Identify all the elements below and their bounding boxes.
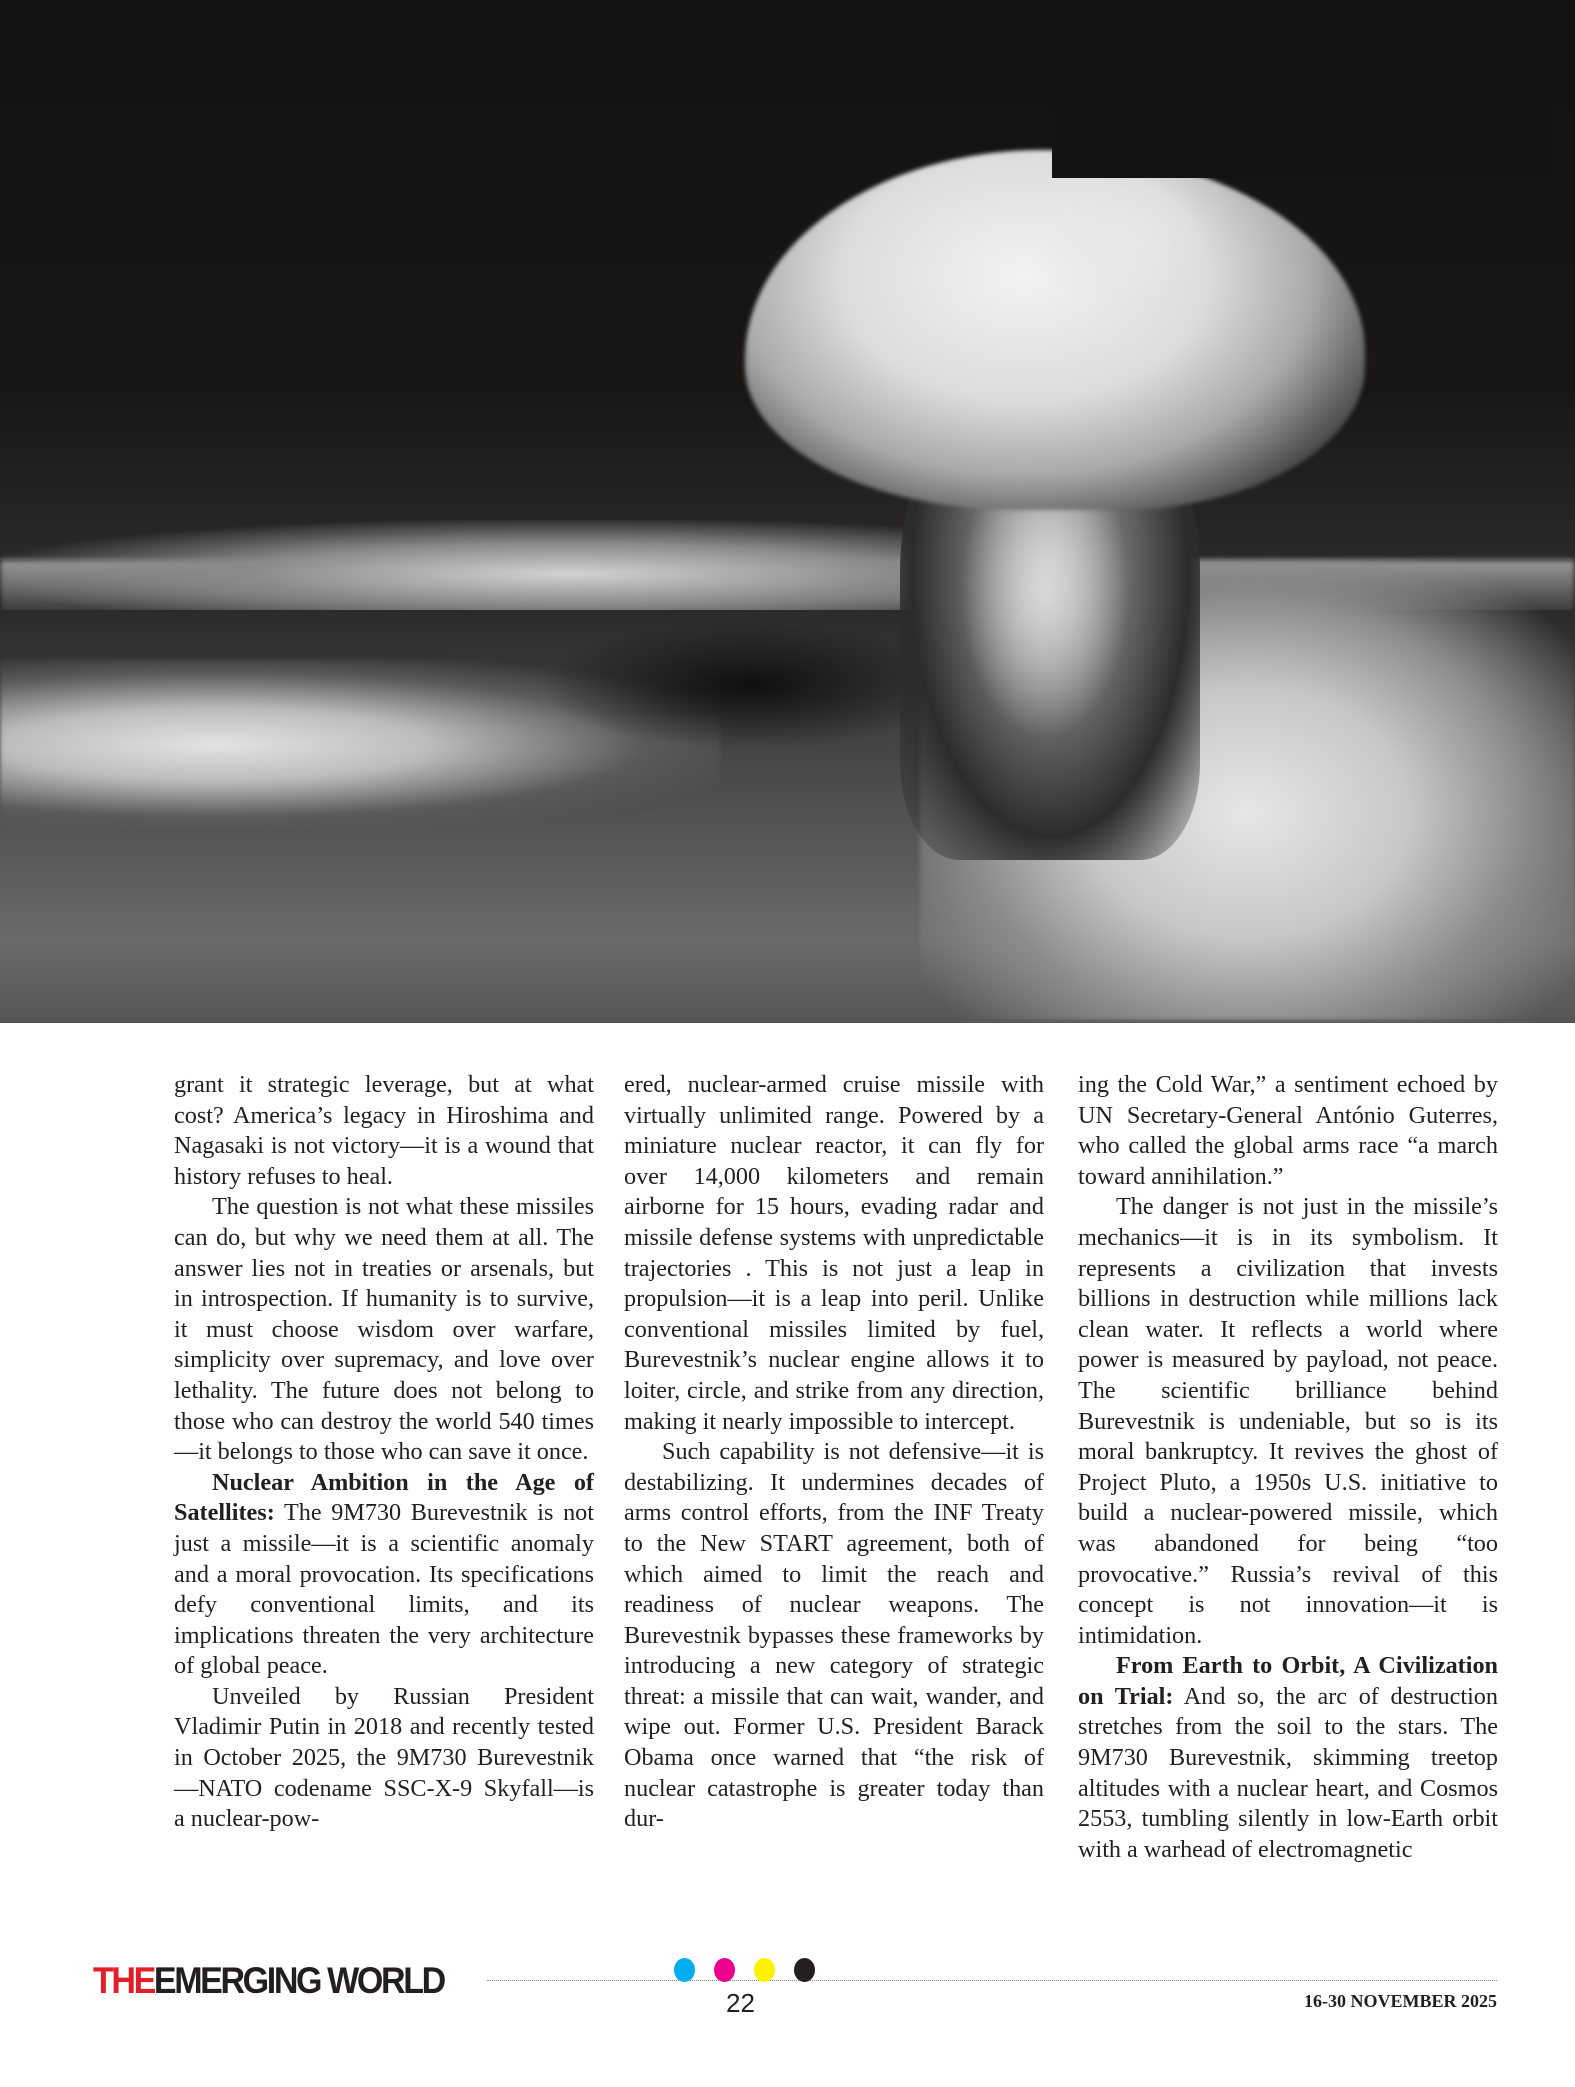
logo-name: EMERGING WORLD: [153, 1960, 444, 2001]
article-column-2: [624, 1070, 1044, 1835]
paragraph-text: ered, nuclear-armed cruise missile with virtually unlimited range. Powered by a miniature nuclear reactor, it can fly for over 14,000 kilometers and remain airborne for 15 hours, evading radar and missile defense systems with unpredictable trajectories . This is not just a leap in propulsion—it is a leap into peril. Unlike conventional missiles limited by fuel, Burevestnik’s nuclear engine allows it to loiter, circle, and strike from any direction, making it nearly impossible to intercept.: [624, 1071, 1044, 1435]
paragraph: [174, 1070, 594, 1192]
article-column-1: [174, 1070, 594, 1835]
paragraph-text: Such capability is not defensive—it is destabilizing. It undermines decades of arms control efforts, from the INF Treaty to the New START agreement, both of which aimed to limit the reach and readiness of nuclear weapons. The Burevestnik bypasses these frameworks by introducing a new category of strategic threat: a missile that can wait, wander, and wipe out. Former U.S. President Barack Obama once warned that “the risk of nuclear catastrophe is greater today than dur-: [624, 1438, 1044, 1833]
paragraph-text: The danger is not just in the missile’s mechanics—it is in its symbolism. It represents a civilization that invests billions in destruction while millions lack clean water. It reflects a world where power is measured by payload, not peace. The scientific brilliance behind Burevestnik is undeniable, but so is its moral bankruptcy. It revives the ghost of Project Pluto, a 1950s U.S. initiative to build a nuclear-powered missile, which was abandoned for being “too provocative.” Russia’s revival of this concept is not innovation—it is intimidation.: [1078, 1193, 1498, 1649]
cmyk-registration-marks: [674, 1958, 815, 1982]
magenta-dot-icon: [714, 1958, 735, 1982]
cyan-dot-icon: [674, 1958, 695, 1982]
paragraph-text: And so, the arc of destruction stretches from the soil to the stars. The 9M730 Burevestnik, skimming treetop altitudes with a nuclear heart, and Cosmos 2553, tumbling silently in low-Earth orbit with a warhead of electromagnetic: [1078, 1682, 1498, 1863]
photo-retouch-patch: [1052, 100, 1552, 178]
paragraph-text: The 9M730 Burevestnik is not just a missile—it is a scientific anomaly and a moral provocation. Its specifications defy conventional limits, and its implications threaten the very architecture of global peace.: [174, 1499, 594, 1680]
photo-haze: [0, 520, 950, 610]
paragraph: [174, 1682, 594, 1835]
paragraph: [624, 1437, 1044, 1835]
article-column-3: [1078, 1070, 1498, 1865]
publication-logo: [93, 1960, 444, 2002]
paragraph: [174, 1192, 594, 1467]
issue-date: 16-30 NOVEMBER 2025: [1304, 1991, 1497, 2011]
subheading: From Earth to Orbit, A Civilization on Trial:: [1078, 1652, 1498, 1710]
logo-prefix: THE: [93, 1960, 154, 2001]
paragraph: [1078, 1070, 1498, 1192]
paragraph: [174, 1468, 594, 1682]
paragraph: [1078, 1651, 1498, 1865]
paragraph-text: ing the Cold War,” a sentiment echoed by UN Secretary-General António Guterres, who called the global arms race “a march toward annihilation.”: [1078, 1071, 1498, 1190]
article-body: [174, 1070, 1500, 1910]
mushroom-cloud-cap-highlight: [1030, 170, 1210, 310]
photo-shadow: [540, 620, 960, 750]
paragraph: [1078, 1192, 1498, 1651]
paragraph: [624, 1070, 1044, 1437]
paragraph-text: Unveiled by Russian President Vladimir Putin in 2018 and recently tested in October 2025, the 9M730 Burevestnik—NATO codename SSC-X-9 Skyfall—is a nuclear-pow-: [174, 1682, 594, 1833]
hero-photo: [0, 0, 1575, 1023]
yellow-dot-icon: [754, 1958, 775, 1982]
paragraph-text: The question is not what these missiles can do, but why we need them at all. The answer lies not in treaties or arsenals, but in introspection. If humanity is to survive, it must choose wisdom over warfare, simplicity over supremacy, and love over lethality. The future does not belong to those who can destroy the world 540 times—it belongs to those who can save it once.: [174, 1193, 594, 1466]
footer-dotted-rule: [487, 1980, 1497, 1981]
paragraph-text: grant it strategic leverage, but at what cost? America’s legacy in Hiroshima and Nagasaki is not victory—it is a wound that history refuses to heal.: [174, 1071, 594, 1190]
subheading: Nuclear Ambition in the Age of Satellites:: [174, 1468, 594, 1527]
black-dot-icon: [794, 1958, 815, 1982]
page-number: 22: [726, 1988, 755, 2018]
